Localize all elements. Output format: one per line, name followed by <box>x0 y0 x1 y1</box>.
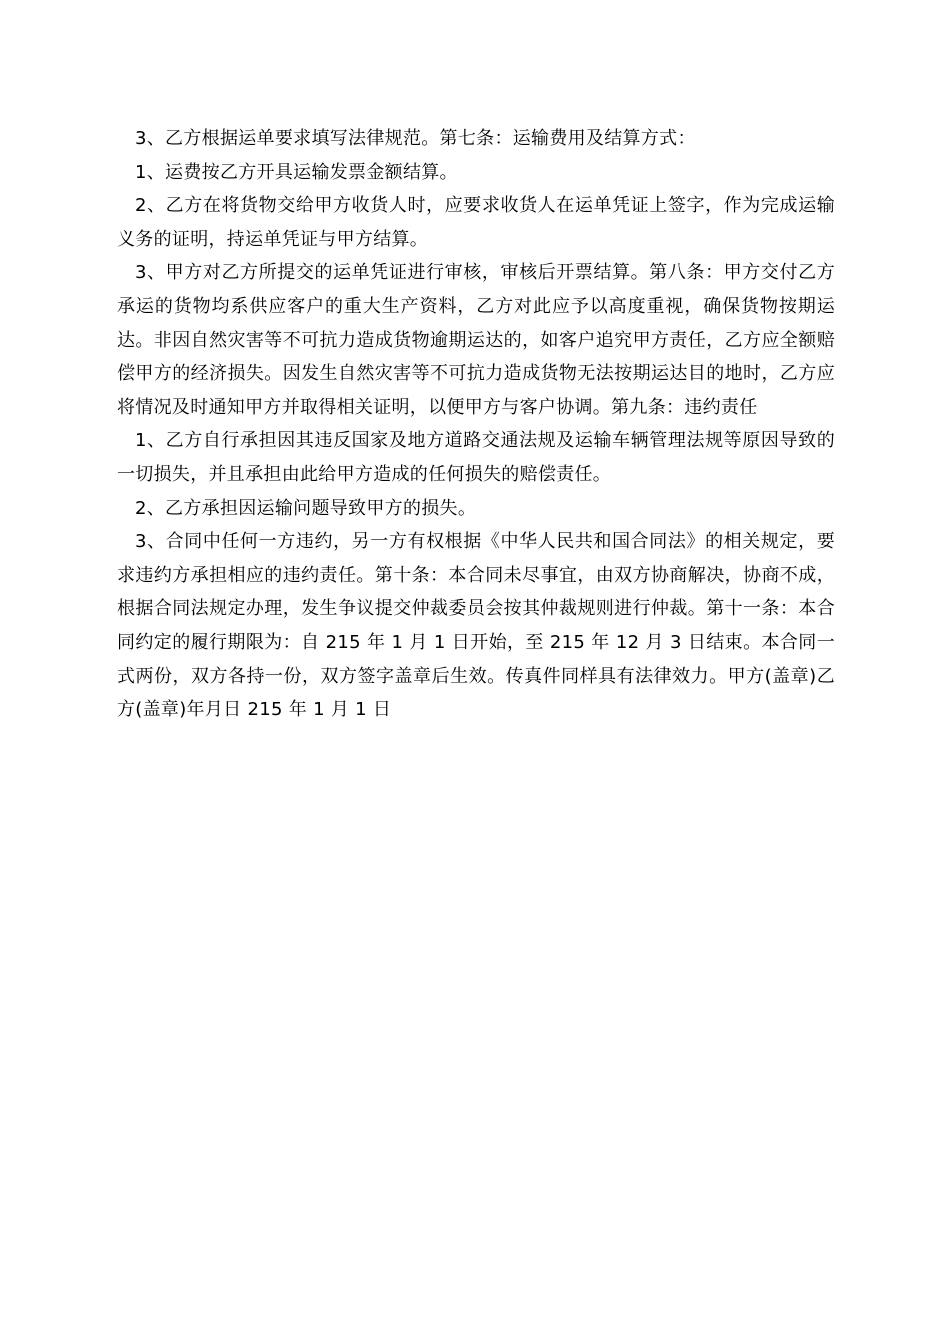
paragraph-freight-item-2: 2、乙方在将货物交给甲方收货人时，应要求收货人在运单凭证上签字，作为完成运输义务的证明，持运单凭证与甲方结算。 <box>117 195 835 250</box>
paragraph-freight-item-1: 1、运费按乙方开具运输发票金额结算。 <box>135 161 458 183</box>
paragraph-clause-7-item-3: 3、乙方根据运单要求填写法律规范。第七条：运输费用及结算方式： <box>135 128 696 149</box>
paragraph-clause-10-11: 3、合同中任何一方违约，另一方有权根据《中华人民共和国合同法》的相关规定，要求违约方承担相应的违约责任。第十条：本合同未尽事宜，由双方协商解决，协商不成，根据合同法规定办理，发生争议提交仲裁委员会按其仲裁规则进行仲裁。第十一条：本合同约定的履行期限为：自 215 年 1 月 1 日开始，至 215 年 12 月 3 日结束。本合同一式两份，双方各持一份，双方签字盖章后生效。传真件同样具有法律效力。甲方(盖章)乙方(盖章)年月日 215 年 1 月 1 日 <box>117 531 835 721</box>
paragraph-clause-8: 3、甲方对乙方所提交的运单凭证进行审核，审核后开票结算。第八条：甲方交付乙方承运的货物均系供应客户的重大生产资料，乙方对此应予以高度重视，确保货物按期运达。非因自然灾害等不可抗力造成货物逾期运达的，如客户追究甲方责任，乙方应全额赔偿甲方的经济损失。因发生自然灾害等不可抗力造成货物无法按期运达目的地时，乙方应将情况及时通知甲方并取得相关证明，以便甲方与客户协调。第九条：违约责任 <box>117 262 835 418</box>
paragraph-liability-item-2: 2、乙方承担因运输问题导致甲方的损失。 <box>135 497 477 519</box>
paragraph-liability-item-1: 1、乙方自行承担因其违反国家及地方道路交通法规及运输车辆管理法规等原因导致的一切损失，并且承担由此给甲方造成的任何损失的赔偿责任。 <box>117 430 835 485</box>
document-body <box>117 122 835 727</box>
